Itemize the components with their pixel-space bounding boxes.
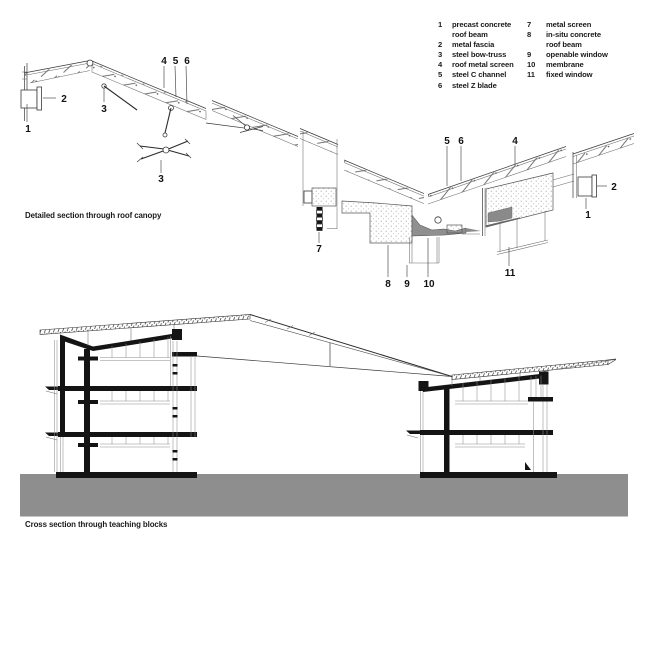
legend-num: 5 [438,70,443,80]
callout-8: 8 [385,279,391,290]
legend-item [438,60,522,70]
callout-2-right: 2 [611,182,617,193]
roof-run-descending-2 [212,101,298,147]
roof-run-left [24,60,93,83]
legend-num: 3 [438,50,443,60]
legend-item [527,20,614,30]
callout-7: 7 [316,244,322,255]
precast-beam-cut-right [578,177,592,196]
legend-num: 1 [438,20,443,29]
legend-label: steel bow-truss [452,50,507,60]
legend-item [438,70,522,80]
callout-3-upper: 3 [101,104,107,115]
legend-label: roof metal screen [452,60,514,70]
legend-label: in-situ concrete roof beam [546,30,601,50]
roof-run-right-2 [573,134,634,165]
interior-grid-s2 [100,391,170,404]
legend-label: fixed window [546,70,593,80]
legend-num: 11 [527,70,535,80]
caption-cross-section: Cross section through teaching blocks [25,520,168,529]
legend-num: 7 [527,20,532,29]
walkway-slab [172,352,197,357]
canopy-band-left [40,315,250,335]
legend-label: openable window [546,50,608,60]
left-block [45,329,197,478]
legend-item [527,60,614,70]
door-swing [525,462,531,470]
insitu-concrete-beam [342,201,412,243]
legend-label: membrane [546,60,584,70]
ground-slab-left [56,472,197,478]
callout-1-right: 1 [585,210,591,221]
roof-header-right [539,372,549,385]
legend-num: 4 [438,60,443,70]
legend-item [527,30,614,50]
roof-header-left-block [172,329,182,340]
callout-5-right: 5 [444,136,450,147]
interior-grid-right-s2 [455,435,525,447]
ground-slab-right [420,472,557,478]
legend-label: steel C channel [452,70,507,80]
membrane-gutter [412,215,481,236]
legend-label: metal screen [546,20,592,29]
legend-item [527,50,614,60]
legend-column-2 [527,20,614,81]
metal-fascia-cut [37,87,42,110]
legend-num: 9 [527,50,532,60]
spandrel-bar [528,397,553,402]
legend-item [438,81,522,91]
callout-4-left: 4 [161,56,167,67]
callout-10: 10 [423,279,435,290]
legend-item [438,40,522,50]
legend-item [438,20,522,40]
interior-column-right-block [444,385,450,472]
openable-window [409,237,439,263]
callout-6-right: 6 [458,136,464,147]
facade-column [60,337,65,433]
roof-run-descending-3 [300,129,338,155]
callouts-top [25,56,617,290]
legend-item [527,70,614,80]
legend-num: 10 [527,60,536,70]
callout-4-right: 4 [512,136,518,147]
callout-2-left: 2 [61,94,67,105]
callout-11: 11 [504,268,516,279]
roof-canopy-section [21,56,634,290]
callout-3-lower: 3 [158,174,164,185]
interior-grid-s3 [100,437,170,447]
legend-item [438,50,522,60]
legend-label: precast concrete roof beam [452,20,512,40]
caption-roof-canopy: Detailed section through roof canopy [25,211,162,220]
legend-num: 2 [438,40,443,50]
callout-5-left: 5 [172,56,179,67]
right-block [406,372,557,479]
right-roof-beam-band [483,173,575,255]
roof-run-descending-4 [344,160,424,204]
ground-fill [20,474,628,517]
legend-num: 6 [438,80,443,90]
callout-1-left: 1 [25,124,31,135]
cross-section [20,315,628,517]
legend-column-1 [438,20,522,91]
legend-label: steel Z blade [452,80,497,90]
callout-9: 9 [404,279,410,290]
interior-column [84,349,90,472]
outlet-pipe [435,217,441,223]
metal-fascia-cut-right [592,175,597,197]
steel-bow-truss [137,106,191,163]
legend-label: metal fascia [452,40,495,50]
precast-beam-cut [21,90,37,108]
callout-6-left: 6 [184,56,190,67]
legend-num: 8 [527,30,532,40]
